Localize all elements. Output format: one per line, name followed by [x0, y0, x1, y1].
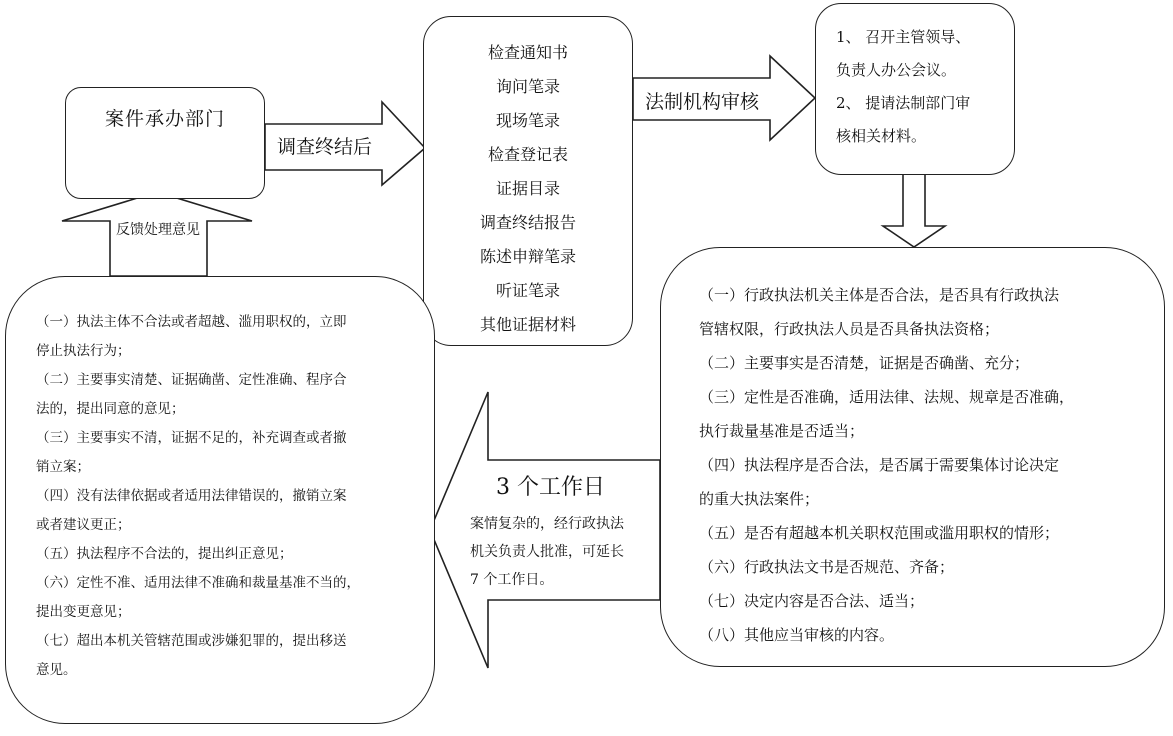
docs-item: 其他证据材料 — [479, 315, 576, 334]
review-line: （八）其他应当审核的内容。 — [699, 626, 895, 644]
docs-item: 听证笔录 — [495, 281, 560, 300]
review-line: 管辖权限，行政执法人员是否具备执法资格； — [699, 320, 1000, 338]
docs-item: 陈述申辩笔录 — [479, 247, 576, 266]
arrow-investigation-label: 调查终结后 — [277, 136, 373, 158]
opinion-line: （五）执法程序不合法的，提出纠正意见； — [36, 546, 293, 562]
review-box — [660, 247, 1165, 667]
review-line: （七）决定内容是否合法、适当； — [699, 592, 925, 610]
docs-item: 调查终结报告 — [479, 213, 576, 232]
opinion-line: 法的，提出同意的意见； — [36, 401, 185, 417]
opinion-line: 销立案； — [36, 459, 90, 475]
arrow-days-note — [470, 510, 624, 594]
opinion-line: （四）没有法律依据或者适用法律错误的，撤销立案 — [36, 488, 347, 504]
docs-item: 证据目录 — [495, 179, 560, 198]
opinion-line: 意见。 — [36, 662, 77, 678]
review-line: （二）主要事实是否清楚，证据是否确凿、充分； — [699, 354, 1030, 372]
arrow-days-note-line: 7 个工作日。 — [470, 572, 554, 588]
review-line: 的重大执法案件； — [699, 490, 820, 508]
docs-item: 现场笔录 — [495, 111, 560, 130]
opinion-line: （二）主要事实清楚、证据确凿、定性准确、程序合 — [36, 372, 347, 388]
review-line: （六）行政执法文书是否规范、齐备； — [699, 558, 955, 576]
docs-box — [423, 16, 633, 346]
opinion-box — [5, 276, 435, 724]
meeting-line: 1、 召开主管领导、 — [836, 28, 971, 46]
review-line: 执行裁量基准是否适当； — [699, 422, 865, 440]
opinion-line: 或者建议更正； — [36, 517, 131, 533]
review-line: （三）定性是否准确，适用法律、法规、规章是否准确， — [699, 388, 1075, 406]
opinion-line: （七）超出本机关管辖范围或涉嫌犯罪的，提出移送 — [36, 633, 347, 649]
meeting-line: 负责人办公会议。 — [836, 61, 957, 79]
review-line: （一）行政执法机关主体是否合法，是否具有行政执法 — [699, 286, 1060, 304]
review-line: （五）是否有超越本机关职权范围或滥用职权的情形； — [699, 524, 1060, 542]
arrow-down-shape — [883, 174, 945, 247]
docs-item: 询问笔录 — [495, 77, 560, 96]
dept-box — [65, 87, 265, 199]
docs-item: 检查登记表 — [487, 145, 568, 164]
opinion-line: 提出变更意见； — [36, 604, 131, 620]
review-line: （四）执法程序是否合法，是否属于需要集体讨论决定 — [699, 456, 1060, 474]
dept-box-title: 案件承办部门 — [104, 108, 225, 130]
arrow-feedback-label: 反馈处理意见 — [116, 222, 200, 238]
meeting-line: 2、 提请法制部门审 — [836, 94, 971, 112]
opinion-line: 停止执法行为； — [36, 343, 131, 359]
arrow-legal-review-label: 法制机构审核 — [645, 91, 760, 113]
meeting-line: 核相关材料。 — [836, 127, 927, 145]
arrow-days-title: 3 个工作日 — [496, 475, 605, 500]
arrow-days-note-line: 案情复杂的，经行政执法 — [470, 516, 624, 532]
docs-item: 检查通知书 — [487, 43, 568, 62]
opinion-line: （六）定性不准、适用法律不准确和裁量基准不当的， — [36, 575, 360, 591]
opinion-line: （一）执法主体不合法或者超越、滥用职权的，立即 — [36, 314, 347, 330]
opinion-line: （三）主要事实不清，证据不足的，补充调查或者撤 — [36, 430, 347, 446]
meeting-box — [815, 3, 1015, 175]
arrow-days-note-line: 机关负责人批准，可延长 — [470, 544, 624, 560]
